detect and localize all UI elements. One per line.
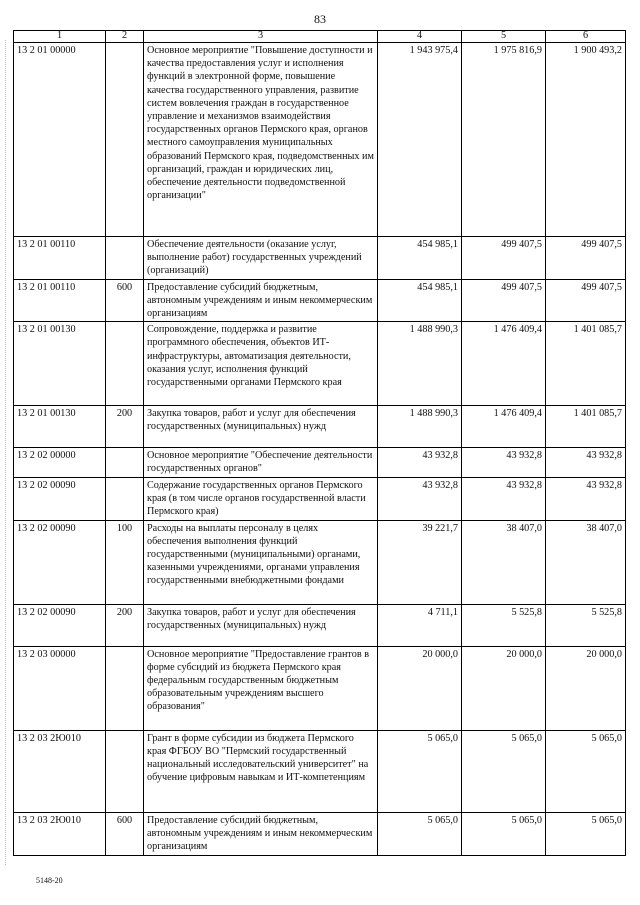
amount-col5: 1 476 409,4: [462, 322, 546, 406]
amount-col6: 43 932,8: [546, 477, 626, 520]
expense-type: [106, 322, 144, 406]
amount-col6: 43 932,8: [546, 448, 626, 477]
amount-col4: 454 985,1: [378, 279, 462, 322]
amount-col6: 499 407,5: [546, 279, 626, 322]
target-code: 13 2 01 00000: [14, 43, 106, 237]
amount-col5: 5 525,8: [462, 604, 546, 646]
item-name: Предоставление субсидий бюджетным, автономным учреждениям и иным некоммерческим организациям: [144, 279, 378, 322]
item-name: Закупка товаров, работ и услуг для обеспечения государственных (муниципальных) нужд: [144, 604, 378, 646]
amount-col4: 39 221,7: [378, 520, 462, 604]
target-code: 13 2 03 2Ю010: [14, 730, 106, 812]
amount-col4: 43 932,8: [378, 448, 462, 477]
amount-col5: 1 975 816,9: [462, 43, 546, 237]
target-code: 13 2 01 00110: [14, 237, 106, 280]
column-header: 1: [14, 31, 106, 43]
expense-type: [106, 237, 144, 280]
amount-col6: 5 065,0: [546, 730, 626, 812]
amount-col6: 1 900 493,2: [546, 43, 626, 237]
amount-col5: 43 932,8: [462, 448, 546, 477]
column-header: 3: [144, 31, 378, 43]
table-row: [14, 730, 626, 812]
table-row: [14, 448, 626, 477]
amount-col4: 1 943 975,4: [378, 43, 462, 237]
target-code: 13 2 02 00090: [14, 520, 106, 604]
amount-col4: 454 985,1: [378, 237, 462, 280]
expense-type: [106, 730, 144, 812]
item-name: Сопровождение, поддержка и развитие программного обеспечения, объектов ИТ-инфраструктуры, автоматизация деятельности, оказания услуг, исполнения функций государственными органами Пермского края: [144, 322, 378, 406]
budget-table: [13, 30, 626, 856]
expense-type: 600: [106, 279, 144, 322]
amount-col5: 499 407,5: [462, 279, 546, 322]
target-code: 13 2 03 2Ю010: [14, 812, 106, 855]
margin-line: [5, 40, 6, 865]
amount-col6: 5 065,0: [546, 812, 626, 855]
amount-col5: 43 932,8: [462, 477, 546, 520]
amount-col4: 1 488 990,3: [378, 322, 462, 406]
amount-col6: 5 525,8: [546, 604, 626, 646]
expense-type: 200: [106, 406, 144, 448]
target-code: 13 2 02 00090: [14, 604, 106, 646]
expense-type: 600: [106, 812, 144, 855]
item-name: Основное мероприятие "Повышение доступности и качества предоставления услуг и исполнения функций в электронной форме, повышение качества государственного управления, развитие систем вовлечения граждан в государственное управление и механизмов взаимодействия государственных органов Пермского края, органов местного самоуправления муниципальных образований Пермского края, подведомственных им организаций, граждан и юридических лиц, обеспечение деятельности подведомственной организации": [144, 43, 378, 237]
column-header: 4: [378, 31, 462, 43]
table-row: [14, 237, 626, 280]
item-name: Грант в форме субсидии из бюджета Пермского края ФГБОУ ВО "Пермский государственный национальный исследовательский университет" на обучение цифровым навыкам и ИТ-компетенциям: [144, 730, 378, 812]
column-header: 2: [106, 31, 144, 43]
amount-col4: 5 065,0: [378, 812, 462, 855]
expense-type: [106, 646, 144, 730]
expense-type: [106, 477, 144, 520]
amount-col5: 5 065,0: [462, 812, 546, 855]
expense-type: 200: [106, 604, 144, 646]
target-code: 13 2 01 00130: [14, 406, 106, 448]
target-code: 13 2 02 00090: [14, 477, 106, 520]
item-name: Обеспечение деятельности (оказание услуг, выполнение работ) государственных учреждений (организаций): [144, 237, 378, 280]
table-row: [14, 406, 626, 448]
expense-type: [106, 448, 144, 477]
table-row: [14, 604, 626, 646]
table-row: [14, 322, 626, 406]
amount-col6: 1 401 085,7: [546, 322, 626, 406]
table-row: [14, 646, 626, 730]
amount-col6: 499 407,5: [546, 237, 626, 280]
item-name: Расходы на выплаты персоналу в целях обеспечения выполнения функций государственными (муниципальными) органами, казенными учреждениями, органами управления государственными внебюджетными фондами: [144, 520, 378, 604]
target-code: 13 2 03 00000: [14, 646, 106, 730]
header-row: [14, 31, 626, 43]
target-code: 13 2 02 00000: [14, 448, 106, 477]
table-row: [14, 477, 626, 520]
document-code: 5148-20: [36, 876, 63, 885]
column-header: 5: [462, 31, 546, 43]
item-name: Закупка товаров, работ и услуг для обеспечения государственных (муниципальных) нужд: [144, 406, 378, 448]
page-number: 83: [314, 12, 326, 26]
amount-col4: 1 488 990,3: [378, 406, 462, 448]
amount-col6: 20 000,0: [546, 646, 626, 730]
table-row: [14, 520, 626, 604]
amount-col4: 5 065,0: [378, 730, 462, 812]
expense-type: 100: [106, 520, 144, 604]
amount-col4: 20 000,0: [378, 646, 462, 730]
item-name: Предоставление субсидий бюджетным, автономным учреждениям и иным некоммерческим организациям: [144, 812, 378, 855]
amount-col5: 1 476 409,4: [462, 406, 546, 448]
expense-type: [106, 43, 144, 237]
table-row: [14, 279, 626, 322]
column-header: 6: [546, 31, 626, 43]
item-name: Основное мероприятие "Предоставление грантов в форме субсидий из бюджета Пермского края федеральным государственным бюджетным образовательным учреждениям высшего образования": [144, 646, 378, 730]
amount-col5: 20 000,0: [462, 646, 546, 730]
amount-col5: 499 407,5: [462, 237, 546, 280]
amount-col5: 5 065,0: [462, 730, 546, 812]
target-code: 13 2 01 00130: [14, 322, 106, 406]
amount-col4: 4 711,1: [378, 604, 462, 646]
amount-col5: 38 407,0: [462, 520, 546, 604]
target-code: 13 2 01 00110: [14, 279, 106, 322]
amount-col4: 43 932,8: [378, 477, 462, 520]
amount-col6: 1 401 085,7: [546, 406, 626, 448]
table-row: [14, 812, 626, 855]
item-name: Содержание государственных органов Пермского края (в том числе органов государственной власти Пермского края): [144, 477, 378, 520]
table-row: [14, 43, 626, 237]
item-name: Основное мероприятие "Обеспечение деятельности государственных органов": [144, 448, 378, 477]
amount-col6: 38 407,0: [546, 520, 626, 604]
